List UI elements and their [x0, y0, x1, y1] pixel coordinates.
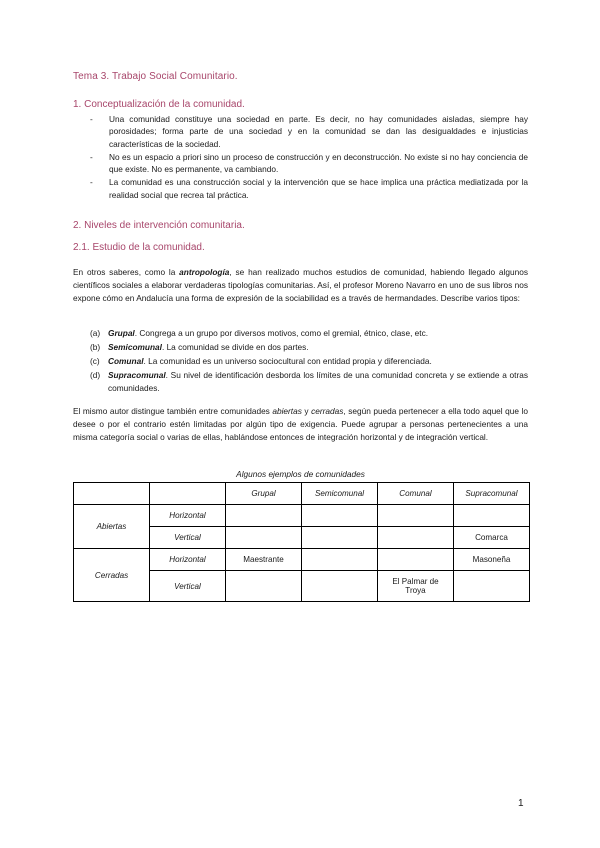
table-row — [74, 505, 530, 527]
bullet-item — [90, 176, 528, 201]
para-text: El mismo autor distingue también entre comunidades — [73, 406, 273, 416]
type-item — [90, 355, 528, 368]
column-header: Comunal — [378, 483, 454, 505]
table-header-row — [74, 483, 530, 505]
type-name: Grupal — [108, 328, 135, 338]
table-cell: Maestrante — [226, 549, 302, 571]
table-cell — [454, 571, 530, 602]
table-row — [74, 549, 530, 571]
bullet-text: No es un espacio a priori sino un proceso de construcción y en deconstrucción. No existe si no hay conciencia de que existe. No es permanente, va cambiando. — [109, 151, 528, 175]
paragraph-types-intro — [73, 266, 528, 305]
table-caption: Algunos ejemplos de comunidades — [236, 469, 365, 479]
column-header: Semicomunal — [302, 483, 378, 505]
table-cell — [378, 549, 454, 571]
document-title: Tema 3. Trabajo Social Comunitario. — [73, 71, 238, 82]
group-header: Cerradas — [74, 549, 150, 602]
bullet-marker: - — [90, 177, 93, 188]
table-cell — [150, 483, 226, 505]
bullet-marker: - — [90, 151, 93, 162]
type-name: Supracomunal — [108, 370, 166, 380]
table-cell — [378, 505, 454, 527]
table-cell — [302, 549, 378, 571]
table-cell: Comarca — [454, 527, 530, 549]
para-text: y — [301, 406, 312, 416]
subrow-header: Horizontal — [150, 505, 226, 527]
subrow-header: Vertical — [150, 571, 226, 602]
table-cell — [302, 505, 378, 527]
para-text: En otros saberes, como la — [73, 267, 180, 277]
table-cell — [302, 571, 378, 602]
type-marker: (d) — [90, 370, 101, 380]
para-emphasis: abiertas — [272, 406, 302, 416]
group-header: Abiertas — [74, 505, 150, 549]
section-heading-1: 1. Conceptualización de la comunidad. — [73, 99, 245, 110]
column-header: Grupal — [226, 483, 302, 505]
bullet-text: Una comunidad constituye una sociedad en parte. Es decir, no hay comunidades aisladas, siempre hay porosidades; forma parte de una sociedad y en la comunidad se dan las desigualdades e injusticias características de la sociedad. — [109, 114, 528, 149]
page-number: 1 — [518, 798, 524, 809]
type-marker: (c) — [90, 356, 100, 366]
bullet-list — [90, 113, 528, 202]
table-cell — [74, 483, 150, 505]
para-emphasis: cerradas — [311, 406, 344, 416]
type-text: . La comunidad se divide en dos partes. — [161, 342, 309, 352]
type-item — [90, 369, 528, 395]
type-text: . Congrega a un grupo por diversos motivos, como el gremial, étnico, clase, etc. — [134, 328, 429, 338]
subrow-header: Vertical — [150, 527, 226, 549]
para-text: , se han realizado muchos estudios de comunidad, habiendo llegado algunos científicos sociales a elaborar verdaderas tipologías comunitarias. Así, el profesor Moreno Navarro en uno de sus libros nos expone cómo en Andalucía una forma de expresión de la sociabilidad es a través de hermandades. Describe varios tipos: — [73, 267, 528, 303]
table-cell — [226, 527, 302, 549]
table-cell — [226, 571, 302, 602]
table-cell: El Palmar de Troya — [378, 571, 454, 602]
type-name: Semicomunal — [108, 342, 162, 352]
bullet-marker: - — [90, 114, 93, 124]
type-name: Comunal — [108, 356, 144, 366]
types-list — [90, 327, 528, 396]
communities-table — [73, 482, 530, 602]
table-cell — [378, 527, 454, 549]
para-emphasis: antropología — [179, 267, 230, 277]
type-item — [90, 341, 528, 354]
table-cell — [302, 527, 378, 549]
type-text: . Su nivel de identificación desborda los límites de una comunidad concreta y se extiende a otras comunidades. — [108, 370, 528, 393]
table-cell — [226, 505, 302, 527]
bullet-text: La comunidad es una construcción social y la intervención que se hace implica una práctica mediatizada por la realidad social que recrea tal práctica. — [109, 177, 528, 200]
table-cell: Masoneña — [454, 549, 530, 571]
type-item — [90, 327, 528, 340]
column-header: Supracomunal — [454, 483, 530, 505]
table-cell — [454, 505, 530, 527]
subrow-header: Horizontal — [150, 549, 226, 571]
section-heading-2: 2. Niveles de intervención comunitaria. — [73, 220, 245, 231]
para-text: , según pueda pertenecer a ella todo aquel que lo desee o por el contrario estén limitadas por algún tipo de exigencia. Puede agrupar a personas pertenecientes a una misma categoría social o varias de ellas, hablándose entonces de integración horizontal y de integración vertical. — [73, 406, 528, 442]
bullet-item — [90, 113, 528, 150]
section-heading-2-1: 2.1. Estudio de la comunidad. — [73, 242, 205, 253]
paragraph-open-closed — [73, 405, 528, 444]
bullet-item — [90, 151, 528, 176]
type-text: . La comunidad es un universo sociocultural con entidad propia y diferenciada. — [143, 356, 432, 366]
type-marker: (a) — [90, 328, 101, 338]
type-marker: (b) — [90, 342, 101, 352]
